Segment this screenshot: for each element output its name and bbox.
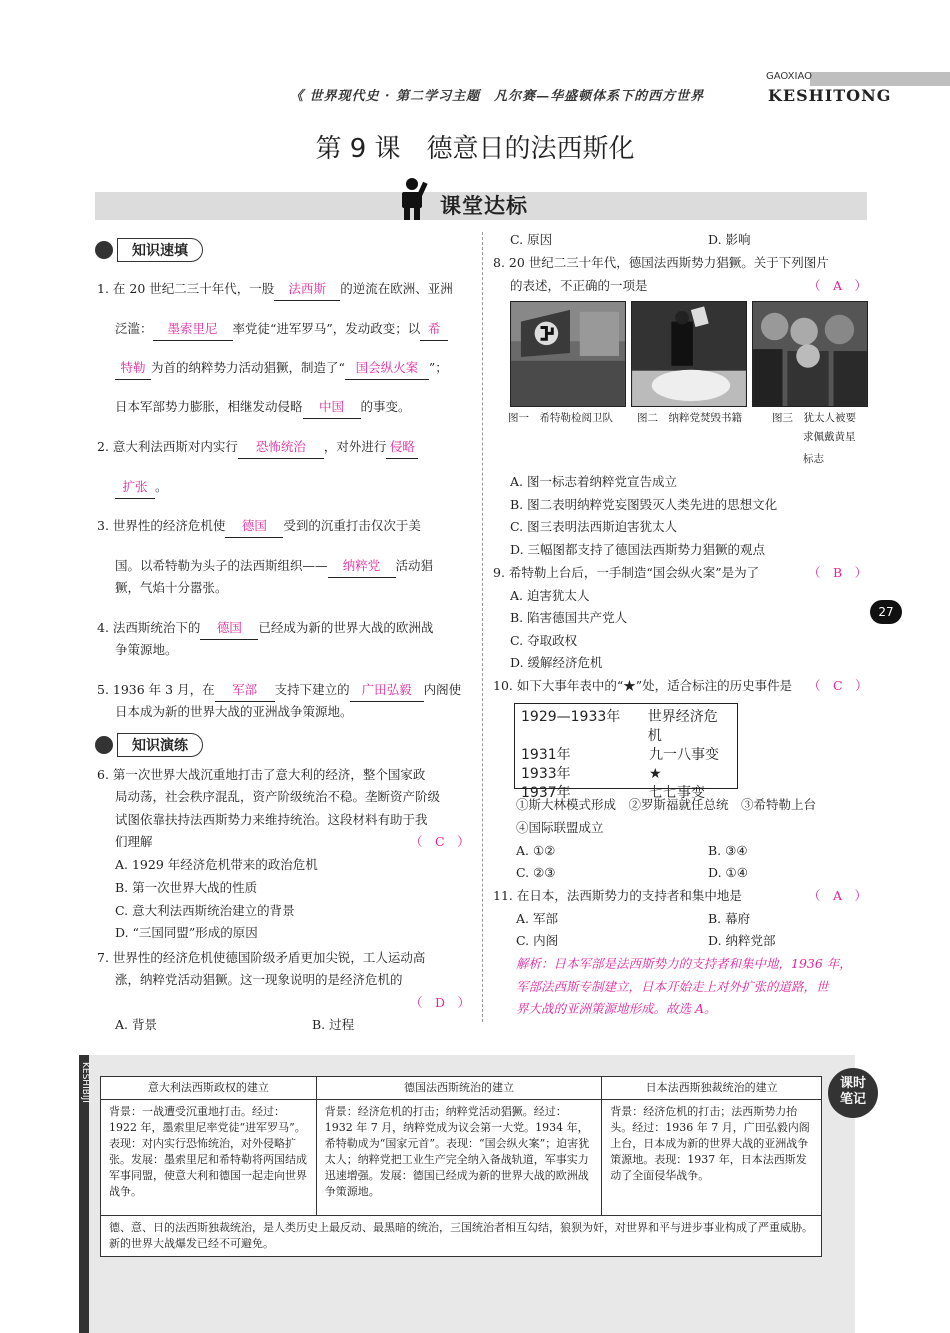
q8-line1: 8. 20 世纪二三十年代，德国法西斯势力猖獗。关于下列图片 xyxy=(493,255,829,270)
brand-logo: KESHITONG xyxy=(768,86,892,105)
q1-line4: 日本军部势力膨胀，相继发动侵略 中国 的事变。 xyxy=(115,396,411,419)
header-breadcrumb: 《 世界现代史 · 第二学习主题 凡尔赛—华盛顿体系下的西方世界 xyxy=(290,89,705,104)
notes-cell-germany: 背景：经济危机的打击；纳粹党活动猖獗。经过：1932 年 7 月，纳粹党成为议会第一大党。1934 年，希特勒成为“国家元首”。表现：“国会纵火案”；迫害犹太人；纳粹党把工业生产完全纳入备战轨道，军事实力迅速增强。发展：德国已经成为新的世界大战的欧洲战争策源地。 xyxy=(316,1100,602,1216)
check-icon xyxy=(95,736,113,754)
notes-cell-italy: 背景：一战遭受沉重地打击。经过：1922 年，墨索里尼率党徒“进军罗马”。表现：对内实行恐怖统治，对外侵略扩张。发展：墨索里尼和希特勒将两国结成军事同盟，使意大利和德国一起走向世界战争。 xyxy=(101,1100,317,1216)
caption-1: 图一 希特勒检阅卫队 xyxy=(508,412,613,424)
q7-answer: （ D ） xyxy=(410,995,471,1010)
timeline-row: 1931年 九一八事变 xyxy=(521,747,719,763)
q7-option-c: C. 原因 xyxy=(510,232,553,247)
q10-option-d: D. ①④ xyxy=(708,865,748,880)
caption-3c: 标志 xyxy=(803,453,824,465)
notes-badge: 课时 笔记 xyxy=(828,1068,878,1118)
column-divider xyxy=(482,232,483,1022)
q1-line1: 1. 在 20 世纪二三十年代，一股 法西斯 的逆流在欧洲、亚洲 xyxy=(97,278,453,301)
q6-option-c: C. 意大利法西斯统治建立的背景 xyxy=(115,903,295,918)
q10-events-2: ④国际联盟成立 xyxy=(516,820,604,835)
caption-3a: 图三 犹太人被要 xyxy=(772,412,856,424)
q6-line2: 局动荡，社会秩序混乱，资产阶级统治不稳。垄断资产阶级 xyxy=(115,789,441,804)
q6-option-a: A. 1929 年经济危机带来的政治危机 xyxy=(115,857,318,872)
q6-answer: （ C ） xyxy=(410,834,470,849)
q6-option-b: B. 第一次世界大战的性质 xyxy=(115,880,258,895)
q11-line1: 11. 在日本，法西斯势力的支持者和集中地是 xyxy=(493,888,742,903)
notes-header-italy: 意大利法西斯政权的建立 xyxy=(101,1077,317,1100)
brand-bar xyxy=(810,72,950,86)
notes-table xyxy=(100,1076,822,1257)
q6-line4: 们理解 xyxy=(115,834,153,849)
q8-option-c: C. 图三表明法西斯迫害犹太人 xyxy=(510,519,678,534)
notes-cell-japan: 背景：经济危机的打击；法西斯势力抬头。经过：1936 年 7 月，广田弘毅内阁上台，日本成为新的世界大战的亚洲战争策源地。表现：1937 年，日本法西斯发动了全面侵华战争。 xyxy=(602,1100,822,1216)
q5-line1: 5. 1936 年 3 月，在 军部 支持下建立的 广田弘毅 内阁使 xyxy=(97,679,461,702)
q10-answer: （ C ） xyxy=(808,678,868,693)
timeline-row: 1933年 ★ xyxy=(521,766,662,782)
lesson-title: 第 9 课 德意日的法西斯化 xyxy=(315,134,635,164)
q10-option-b: B. ③④ xyxy=(708,843,748,858)
q1-line2: 泛滥： 墨索里尼 率党徒“进军罗马”，发动政变；以 希 xyxy=(115,318,448,341)
q11-option-d: D. 纳粹党部 xyxy=(708,933,776,948)
q9-option-c: C. 夺取政权 xyxy=(510,633,578,648)
q6-option-d: D. “三国同盟”形成的原因 xyxy=(115,925,258,940)
q11-option-b: B. 幕府 xyxy=(708,911,751,926)
q11-option-a: A. 军部 xyxy=(516,911,558,926)
notes-header-germany: 德国法西斯统治的建立 xyxy=(316,1077,602,1100)
q11-analysis-3: 界大战的亚洲策源地形成。故选 A。 xyxy=(516,1001,717,1016)
q2-line2: 扩张 。 xyxy=(115,476,168,499)
q8-option-d: D. 三幅图都支持了德国法西斯势力猖獗的观点 xyxy=(510,542,766,557)
photo-jewish-star xyxy=(752,301,868,407)
q8-option-a: A. 图一标志着纳粹党宣告成立 xyxy=(510,474,677,489)
q7-line1: 7. 世界性的经济危机使德国阶级矛盾更加尖锐，工人运动高 xyxy=(97,950,426,965)
caption-2: 图二 纳粹党焚毁书籍 xyxy=(637,412,742,424)
q11-answer: （ A ） xyxy=(808,888,868,903)
q10-option-c: C. ②③ xyxy=(516,865,556,880)
star-icon: ★ xyxy=(649,766,662,782)
q9-answer: （ B ） xyxy=(808,565,868,580)
q9-option-a: A. 迫害犹太人 xyxy=(510,588,590,603)
q3-line1: 3. 世界性的经济危机使 德国 受到的沉重打击仅次于美 xyxy=(97,515,421,538)
notes-side-label: KESHIBIJI xyxy=(80,1062,90,1103)
q6-line1: 6. 第一次世界大战沉重地打击了意大利的经济，整个国家政 xyxy=(97,767,426,782)
notes-header-japan: 日本法西斯独裁统治的建立 xyxy=(602,1077,822,1100)
band-title: 课堂达标 xyxy=(440,194,528,218)
q3-line2: 国。以希特勒为头子的法西斯组织—— 纳粹党 活动猖 xyxy=(115,555,433,578)
q9-option-b: B. 陷害德国共产党人 xyxy=(510,610,628,625)
check-icon xyxy=(95,241,113,259)
q8-line2: 的表述，不正确的一项是 xyxy=(510,278,648,293)
student-icon xyxy=(398,176,432,222)
q11-analysis-2: 军部法西斯专制建立，日本开始走上对外扩张的道路，世 xyxy=(516,979,829,994)
q9-option-d: D. 缓解经济危机 xyxy=(510,655,603,670)
timeline-row: 1937年 七七事变 xyxy=(521,785,705,801)
q8-option-b: B. 图二表明纳粹党妄图毁灭人类先进的思想文化 xyxy=(510,497,778,512)
q10-option-a: A. ①② xyxy=(516,843,556,858)
q6-line3: 试图依靠扶持法西斯势力来维持统治。这段材料有助于我 xyxy=(115,812,428,827)
photo-hitler-review xyxy=(510,301,626,407)
timeline-table xyxy=(514,703,738,801)
q9-line1: 9. 希特勒上台后，一手制造“国会纵火案”是为了 xyxy=(493,565,760,580)
q1-line3: 特勒 为首的纳粹势力活动猖獗，制造了“ 国会纵火案 ”； xyxy=(115,357,448,380)
q7-option-d: D. 影响 xyxy=(708,232,751,247)
q11-analysis-1: 解析：日本军部是法西斯势力的支持者和集中地，1936 年， xyxy=(516,956,852,971)
page-number: 27 xyxy=(870,600,902,624)
caption-3b: 求佩戴黄星 xyxy=(803,431,856,443)
q2-line1: 2. 意大利法西斯对内实行 恐怖统治 ，对外进行 侵略 xyxy=(97,436,418,459)
q7-option-a: A. 背景 xyxy=(115,1017,157,1032)
notes-summary: 德、意、日的法西斯独裁统治，是人类历史上最反动、最黑暗的统治，三国统治者相互勾结，狼狈为奸，对世界和平与进步事业构成了严重威胁。新的世界大战爆发已经不可避免。 xyxy=(101,1216,822,1257)
q10-events-1: ①斯大林模式形成 ②罗斯福就任总统 ③希特勒上台 xyxy=(516,797,817,812)
photo-book-burning xyxy=(631,301,747,407)
q4-line2: 争策源地。 xyxy=(115,642,178,657)
q8-answer: （ A ） xyxy=(808,278,868,293)
q7-option-b: B. 过程 xyxy=(312,1017,355,1032)
q11-option-c: C. 内阁 xyxy=(516,933,559,948)
timeline-row: 1929—1933年 世界经济危机 xyxy=(521,709,718,744)
brand-small: GAOXIAO xyxy=(766,71,812,82)
q10-line1: 10. 如下大事年表中的“★”处，适合标注的历史事件是 xyxy=(493,678,793,693)
section-header-fill: 知识速填 xyxy=(95,238,203,262)
q7-line2: 涨，纳粹党活动猖獗。这一现象说明的是经济危机的 xyxy=(115,972,403,987)
q3-line3: 獗，气焰十分嚣张。 xyxy=(115,580,228,595)
q4-line1: 4. 法西斯统治下的 德国 已经成为新的世界大战的欧洲战 xyxy=(97,617,433,640)
q5-line2: 日本成为新的世界大战的亚洲战争策源地。 xyxy=(115,704,353,719)
section-header-practice: 知识演练 xyxy=(95,733,203,757)
